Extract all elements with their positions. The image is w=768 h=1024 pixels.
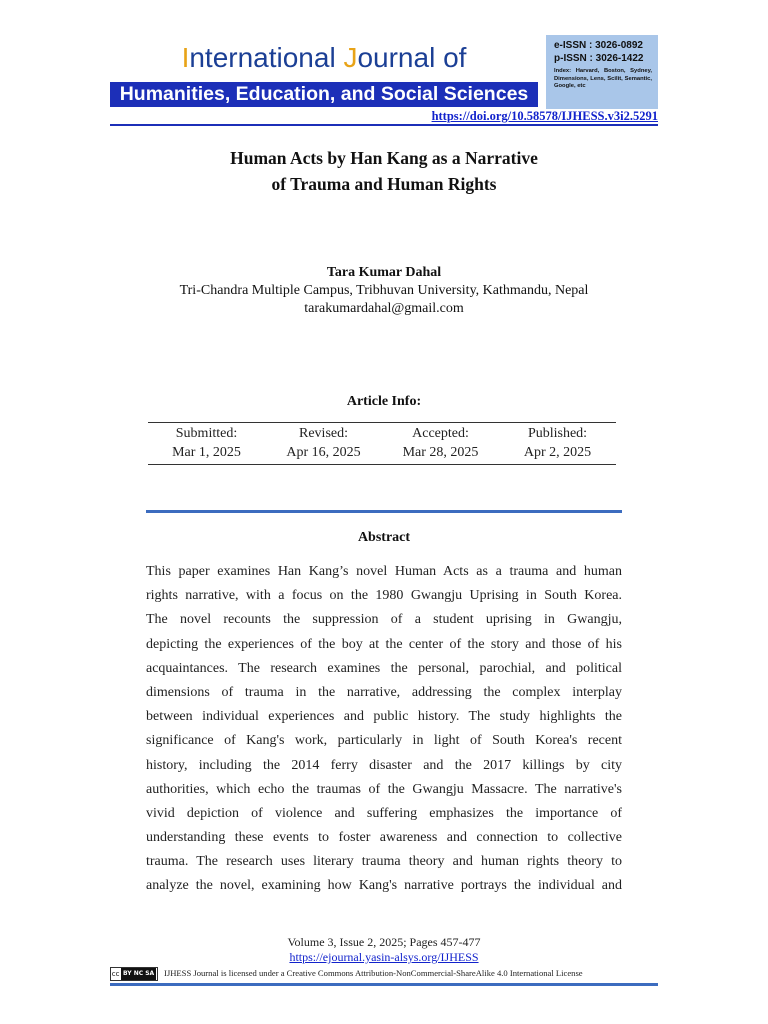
indexing-list: Index: Harvard, Boston, Sydney, Dimensions, Lens, Scilit, Semantic, Google, etc <box>554 68 652 90</box>
article-info-table <box>148 422 616 465</box>
journal-title-part: ournal of <box>357 42 467 73</box>
abstract-line: authorities, which echo the traumas of the Gwangju Massacre. The narrative's <box>146 781 622 797</box>
article-title-line: of Trauma and Human Rights <box>271 174 497 194</box>
journal-url-link[interactable]: https://ejournal.yasin-alsys.org/IJHESS <box>289 950 479 964</box>
abstract-line: between individual experiences and public history. The study highlights the <box>146 709 622 725</box>
footer-volume: Volume 3, Issue 2, 2025; Pages 457-477 <box>287 935 481 949</box>
issn-box <box>546 35 658 109</box>
cc-icon-text: cc <box>111 970 120 978</box>
license-text: IJHESS Journal is licensed under a Creative Commons Attribution-NonCommercial-ShareAlike 4.0 International License <box>164 968 583 978</box>
revised-label: Revised: <box>299 426 348 441</box>
abstract-line: dimensions of trauma in the narrative, addressing the complex interplay <box>146 684 622 700</box>
submitted-label: Submitted: <box>175 426 238 441</box>
journal-title-part: I <box>181 42 190 73</box>
author-affiliation: Tri-Chandra Multiple Campus, Tribhuvan University, Kathmandu, Nepal <box>179 283 589 298</box>
article-title <box>110 145 658 197</box>
revised-date: Apr 16, 2025 <box>286 445 361 460</box>
journal-title-part: J <box>343 42 358 73</box>
abstract-line: analyze the novel, examining how Kang's narrative portrays the individual and <box>146 878 622 894</box>
abstract-body <box>146 560 622 899</box>
abstract-line: The novel recounts the suppression of a student uprising in Gwangju, <box>146 612 622 628</box>
abstract-line: trauma. The research uses literary trauma theory and human rights theory to <box>146 854 622 870</box>
abstract-heading: Abstract <box>357 530 411 545</box>
abstract-line: This paper examines Han Kang’s novel Human Acts as a trauma and human <box>146 564 622 579</box>
cc-icon-bar: BY NC SA <box>121 968 156 980</box>
journal-title-part: nternational <box>189 42 344 73</box>
doi-link[interactable]: https://doi.org/10.58578/IJHESS.v3i2.5291 <box>431 109 658 123</box>
article-title-line: Human Acts by Han Kang as a Narrative <box>230 148 538 168</box>
abstract-line: rights narrative, with a focus on the 1980 Gwangju Uprising in South Korea. <box>146 588 622 604</box>
journal-title <box>110 38 538 78</box>
abstract-divider <box>146 510 622 513</box>
author-name: Tara Kumar Dahal <box>326 265 442 280</box>
abstract-line: history, including the 2014 ferry disaster and the 2017 killings by city <box>146 757 622 773</box>
footer-divider <box>110 983 658 986</box>
p-issn: p-ISSN : 3026-1422 <box>554 53 644 64</box>
abstract-line: significance of Kang's work, particularly in light of South Korea's recent <box>146 733 622 749</box>
accepted-date: Mar 28, 2025 <box>402 445 479 460</box>
abstract-line: acquaintances. The research examines the personal, parochial, and political <box>146 660 622 676</box>
cc-license-icon[interactable] <box>110 967 158 981</box>
article-info-labels <box>148 423 616 443</box>
published-date: Apr 2, 2025 <box>523 445 592 460</box>
published-label: Published: <box>527 426 588 441</box>
journal-subtitle-banner: Humanities, Education, and Social Sciences <box>110 82 538 107</box>
abstract-line: understanding these events to foster awareness and connection to collective <box>146 830 622 846</box>
author-email: tarakumardahal@gmail.com <box>304 301 464 316</box>
article-info-dates <box>148 443 616 464</box>
abstract-line: vivid depiction of violence and suffering emphasizes the importance of <box>146 805 622 821</box>
header-divider <box>110 124 658 126</box>
article-info-title: Article Info: <box>346 394 422 409</box>
accepted-label: Accepted: <box>412 426 469 441</box>
e-issn: e-ISSN : 3026-0892 <box>554 40 643 51</box>
submitted-date: Mar 1, 2025 <box>172 445 241 460</box>
abstract-line: depicting the experiences of the boy at the center of the story and those of his <box>146 636 622 652</box>
